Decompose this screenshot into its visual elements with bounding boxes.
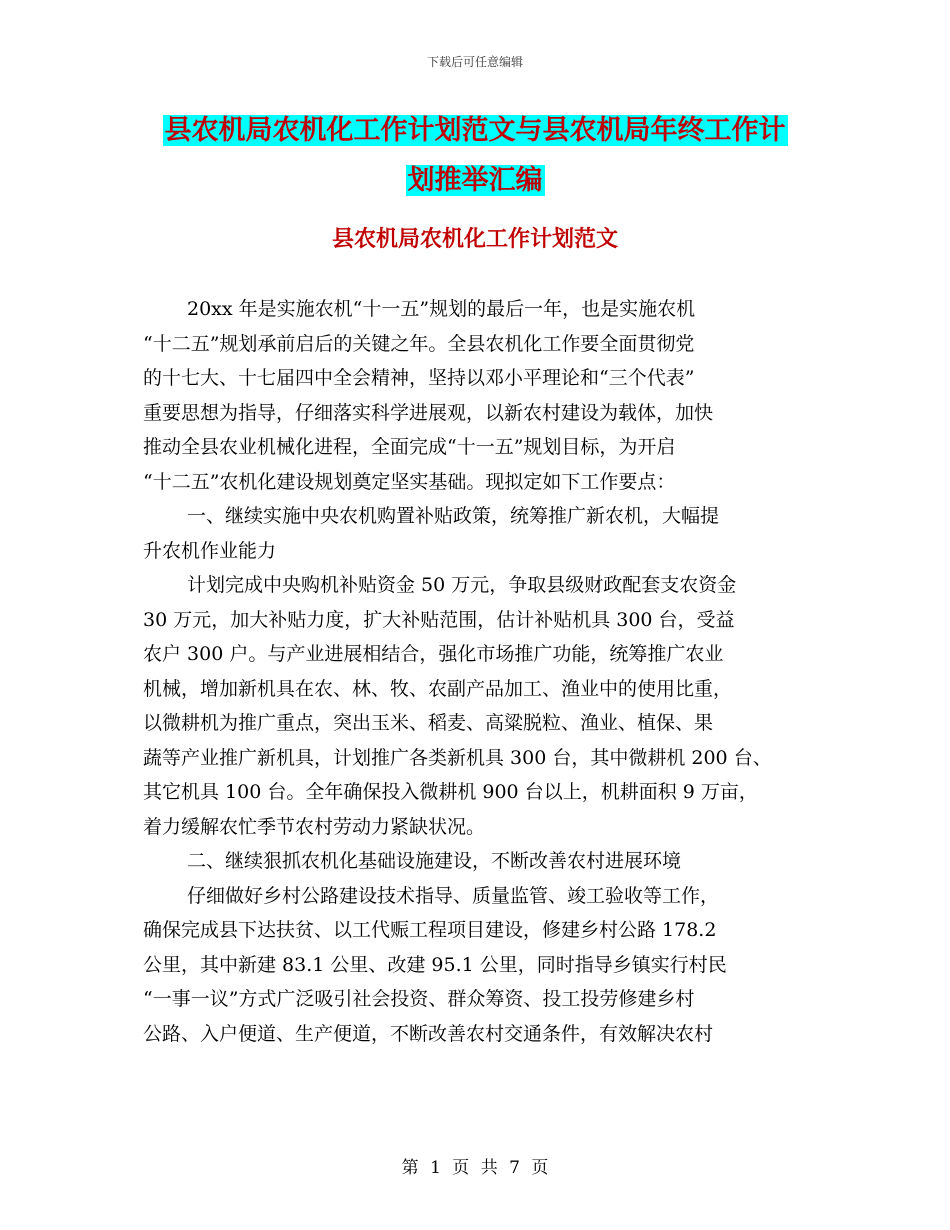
page-header-note: 下载后可任意编辑 xyxy=(426,55,523,69)
body-line: “十二五”规划承前启后的关键之年。全县农机化工作要全面贯彻党 xyxy=(143,332,695,355)
document-title xyxy=(0,106,950,206)
body-line: 着力缓解农忙季节农村劳动力紧缺状况。 xyxy=(143,815,486,838)
body-line: 蔬等产业推广新机具，计划推广各类新机具 300 台，其中微耕机 200 台、 xyxy=(143,746,772,769)
body-line: 一、继续实施中央农机购置补贴政策，统筹推广新农机，大幅提 xyxy=(187,505,720,527)
body-line: 升农机作业能力 xyxy=(143,539,277,562)
body-line: 二、继续狠抓农机化基础设施建设，不断改善农村进展环境 xyxy=(187,850,682,872)
title-highlight: 县农机局农机化工作计划范文与县农机局年终工作计 xyxy=(164,115,786,146)
body-line: 公路、入户便道、生产便道，不断改善农村交通条件，有效解决农村 xyxy=(143,1022,714,1045)
body-line: 其它机具 100 台。全年确保投入微耕机 900 台以上，机耕面积 9 万亩， xyxy=(143,781,758,803)
section-title: 县农机局农机化工作计划范文 xyxy=(331,226,618,252)
body-line: 的十七大、十七届四中全会精神，坚持以邓小平理论和“三个代表” xyxy=(143,367,695,389)
body-line: 30 万元，加大补贴力度，扩大补贴范围，估计补贴机具 300 台，受益 xyxy=(143,608,735,631)
document-title-line-2 xyxy=(0,156,950,206)
body-line: 以微耕机为推广重点，突出玉米、稻麦、高粱脱粒、渔业、植保、果 xyxy=(143,712,714,734)
body-line: 重要思想为指导，仔细落实科学进展观，以新农村建设为载体，加快 xyxy=(143,401,714,424)
body-line: 公里，其中新建 83.1 公里、改建 95.1 公里，同时指导乡镇实行村民 xyxy=(143,953,727,976)
body-line: 机械，增加新机具在农、林、牧、农副产品加工、渔业中的使用比重， xyxy=(143,677,733,700)
body-line: 仔细做好乡村公路建设技术指导、质量监管、竣工验收等工作， xyxy=(187,884,720,907)
body-line: 计划完成中央购机补贴资金 50 万元，争取县级财政配套支农资金 xyxy=(187,574,737,596)
body-line: “一事一议”方式广泛吸引社会投资、群众筹资、投工投劳修建乡村 xyxy=(143,988,695,1010)
body-line: 确保完成县下达扶贫、以工代赈工程项目建设，修建乡村公路 178.2 xyxy=(143,919,717,941)
page-footer: 第 1 页 共 7 页 xyxy=(401,1158,549,1178)
body-line: 推动全县农业机械化进程，全面完成“十一五”规划目标，为开启 xyxy=(143,436,676,458)
title-highlight: 划推举汇编 xyxy=(407,165,543,196)
document-title-line-1 xyxy=(0,106,950,156)
body-line: 农户 300 户。与产业进展相结合，强化市场推广功能，统筹推广农业 xyxy=(143,643,724,665)
body-line: “十二五”农机化建设规划奠定坚实基础。现拟定如下工作要点： xyxy=(143,470,676,493)
body-line: 20xx 年是实施农机“十一五”规划的最后一年，也是实施农机 xyxy=(187,298,696,320)
body-text xyxy=(143,292,833,1051)
